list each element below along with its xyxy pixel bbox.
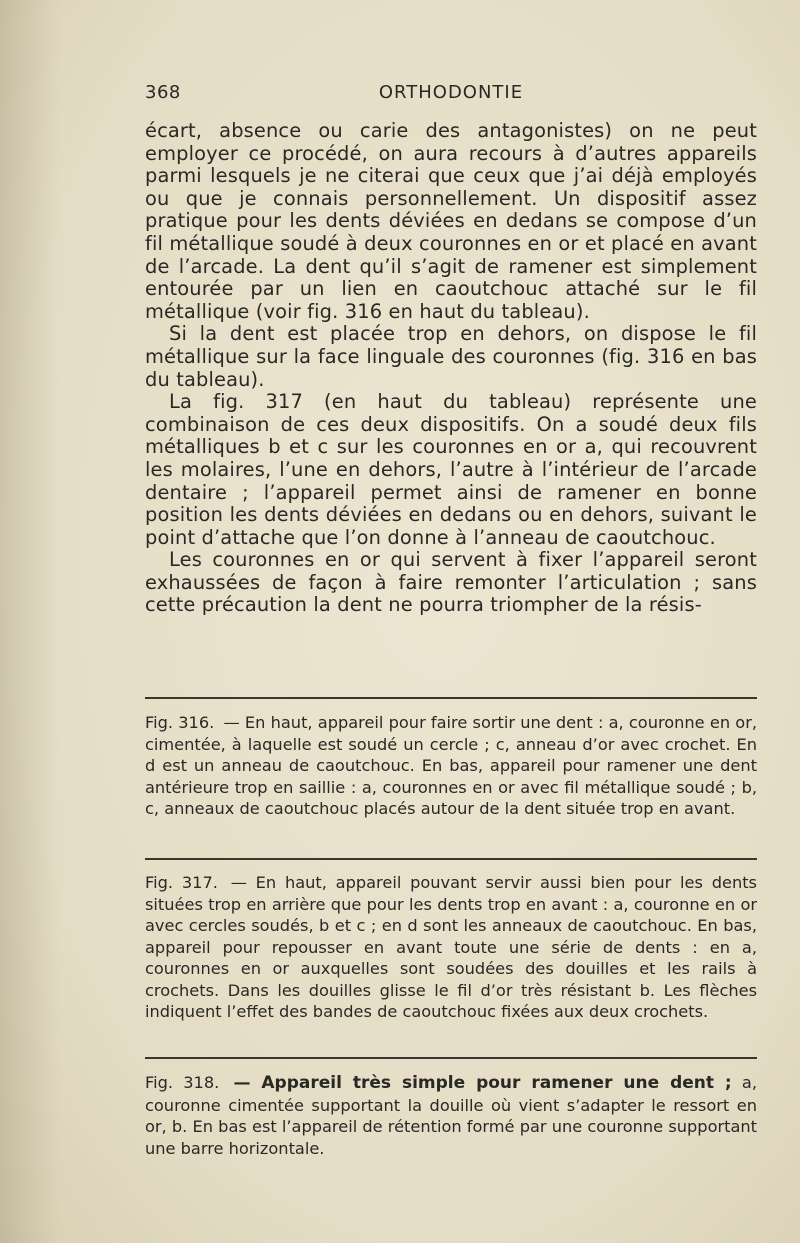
figure-label: Fig. 318. [145, 1073, 220, 1092]
figure-caption-316 [145, 712, 757, 820]
paragraph: écart, absence ou carie des antagonistes) on ne peut employer ce procédé, on aura recours à d’autres appareils parmi lesquels je ne citerai que ceux que j’ai déjà employés ou que je connais personnellement. Un dispositif assez pratique pour les dents déviées en dedans se compose d’un fil métallique soudé à deux couronnes en or et placé en avant de l’arcade. La dent qu’il s’agit de ramener est simplement entourée par un lien en caoutchouc attaché sur le fil métallique (voir fig. 316 en haut du tableau). [145, 119, 757, 323]
figure-caption-318 [145, 1072, 757, 1159]
caption-emphasis: — Appareil très simple pour ramener une dent ; [233, 1073, 732, 1093]
page-gutter-shadow [0, 0, 60, 1243]
figure-label: Fig. 317. [145, 873, 218, 892]
caption-text: — En haut, appareil pour faire sortir une dent : a, couronne en or, cimentée, à laquelle est soudé un cercle ; c, anneau d’or avec crochet. En d est un anneau de caoutchouc. En bas, appareil pour ramener une dent antérieure trop en saillie : a, couronnes en or avec fil métallique soudé ; b, c, anneaux de caoutchouc placés autour de la dent située trop en avant. [145, 713, 757, 818]
running-title: ORTHODONTIE [378, 82, 524, 103]
caption-divider [145, 697, 757, 699]
paragraph: La fig. 317 (en haut du tableau) représente une combinaison de ces deux dispositifs. On a soudé deux fils métalliques b et c sur les couronnes en or a, qui recouvrent les molaires, l’une en dehors, l’autre à l’intérieur de l’arcade dentaire ; l’appareil permet ainsi de ramener en bonne position les dents déviées en dedans ou en dehors, suivant le point d’attache que l’on donne à l’anneau de caoutchouc. [145, 390, 757, 549]
caption-divider [145, 1057, 757, 1059]
paragraph: Les couronnes en or qui servent à fixer l’appareil seront exhaussées de façon à faire remonter l’articulation ; sans cette précaution la dent ne pourra triompher de la résis- [145, 548, 757, 617]
caption-text: — En haut, appareil pouvant servir aussi bien pour les dents situées trop en arrière que pour les dents trop en avant : a, couronne en or avec cercles soudés, b et c ; en d sont les anneaux de caoutchouc. En bas, appareil pour repousser en avant toute une série de dents : en a, couronnes en or auxquelles sont soudées des douilles et les rails à crochets. Dans les douilles glisse le fil d’or très résistant b. Les flèches indiquent l’effet des bandes de caoutchouc fixées aux deux crochets. [145, 873, 757, 1021]
figure-caption-317 [145, 872, 757, 1023]
paragraph: Si la dent est placée trop en dehors, on dispose le fil métallique sur la face linguale des couronnes (fig. 316 en bas du tableau). [145, 322, 757, 391]
page-number: 368 [145, 82, 181, 103]
body-text [145, 120, 757, 617]
caption-divider [145, 858, 757, 860]
figure-label: Fig. 316. [145, 713, 215, 732]
caption-text: a, couronne cimentée supportant la douille où vient s’adapter le ressort en or, b. En bas est l’appareil de rétention formé par une couronne supportant une barre horizontale. [145, 1073, 757, 1158]
page-header [145, 82, 757, 112]
